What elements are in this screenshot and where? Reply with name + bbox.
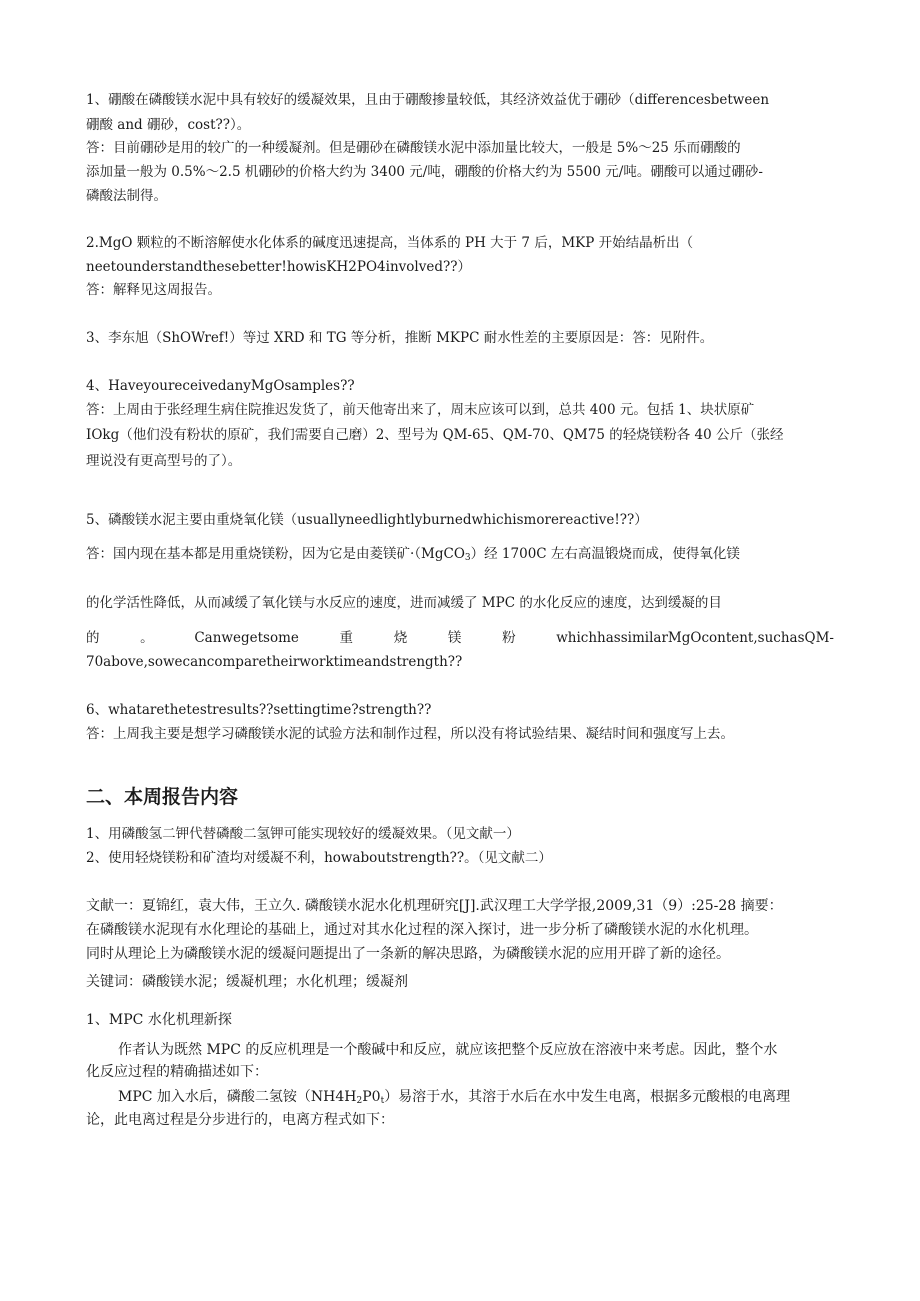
section-2-item-1: 1、用磷酸氢二钾代替磷酸二氢钾可能实现较好的缓凝效果。（见文献一） — [86, 826, 520, 842]
q2-answer: 答：解释见这周报告。 — [86, 282, 221, 298]
q1-line-2: 硼酸 and 硼砂，cost??）。 — [86, 117, 251, 133]
ref1-keywords: 关键词：磷酸镁水泥；缓凝机理；水化机理；缓凝剂 — [86, 974, 408, 990]
mpc-heading: 1、MPC 水化机理新探 — [86, 1012, 232, 1028]
q5-answer-line-2: 的化学活性降低，从而减缓了氧化镁与水反应的速度，进而减缓了 MPC 的水化反应的速度，达到缓凝的目 — [86, 595, 722, 611]
q5-line-1: 5、磷酸镁水泥主要由重烧氧化镁（usuallyneedlightlyburnedwhichismorereactive!??） — [86, 512, 648, 528]
ref1-line-1: 文献一：夏锦红，袁大伟，王立久. 磷酸镁水泥水化机理研究[J].武汉理工大学学报,2009,31（9）:25-28 摘要： — [86, 898, 783, 914]
q1-answer-line-2: 添加量一般为 0.5%～2.5 机硼砂的价格大约为 3400 元/吨，硼酸的价格大约为 5500 元/吨。硼酸可以通过硼砂- — [86, 164, 763, 180]
section-2-item-2: 2、使用轻烧镁粉和矿渣均对缓凝不利，howaboutstrength??。（见文献二） — [86, 850, 552, 866]
q4-answer-line-1: 答：上周由于张经理生病住院推迟发货了，前天他寄出来了，周末应该可以到，总共 400 元。包括 1、块状原矿 — [86, 402, 755, 418]
q5-answer-line-4: 70above,sowecancomparetheirworktimeandstrength?? — [86, 654, 463, 670]
q2-line-1: 2.MgO 颗粒的不断溶解使水化体系的碱度迅速提高，当体系的 PH 大于 7 后，MKP 开始结晶析出（ — [86, 235, 694, 251]
mpc-p2-line-1: MPC 加入水后，磷酸二氢铵$(NH4H_2P0_t)$易溶于水，其溶于水后在水中发生电离，根据多元酸根的电离理 — [118, 1089, 791, 1106]
q6-answer: 答：上周我主要是想学习磷酸镁水泥的试验方法和制作过程，所以没有将试验结果、凝结时间和强度写上去。 — [86, 726, 734, 742]
ref1-line-3: 同时从理论上为磷酸镁水泥的缓凝问题提出了一条新的解决思路，为磷酸镁水泥的应用开辟了新的途径。 — [86, 946, 730, 962]
q3-line-1: 3、李东旭（ShOWref!）等过 XRD 和 TG 等分析，推断 MKPC 耐水性差的主要原因是：答：见附件。 — [86, 330, 714, 346]
q1-line-1: 1、硼酸在磷酸镁水泥中具有较好的缓凝效果，且由于硼酸掺量较低，其经济效益优于硼砂（differencesbetween — [86, 92, 770, 108]
mpc-p1-line-1: 作者认为既然 MPC 的反应机理是一个酸碱中和反应，就应该把整个反应放在溶液中来考虑。因此，整个水 — [118, 1042, 778, 1058]
q4-answer-line-2: IOkg（他们没有粉状的原矿，我们需要自己磨）2、型号为 QM-65、QM-70、QM75 的轻烧镁粉各 40 公斤（张经 — [86, 427, 784, 443]
section-2-title: 二、本周报告内容 — [86, 786, 239, 808]
ref1-line-2: 在磷酸镁水泥现有水化理论的基础上，通过对其水化过程的深入探讨，进一步分析了磷酸镁水泥的水化机理。 — [86, 922, 758, 938]
q2-line-2: neetounderstandthesebetter!howisKH2PO4involved??） — [86, 259, 471, 275]
q1-answer-line-1: 答：目前硼砂是用的较广的一种缓凝剂。但是硼砂在磷酸镁水泥中添加量比较大，一般是 5%～25 乐而硼酸的 — [86, 140, 741, 156]
q1-answer-line-3: 磷酸法制得。 — [86, 188, 167, 204]
mpc-p2-line-2: 论，此电离过程是分步进行的，电离方程式如下： — [86, 1112, 394, 1128]
q4-answer-line-3: 理说没有更高型号的了）。 — [86, 453, 242, 469]
q6-line-1: 6、whatarethetestresults??settingtime?strength?? — [86, 702, 432, 718]
q4-line-1: 4、HaveyoureceivedanyMgOsamples?? — [86, 378, 355, 394]
q5-answer-line-1: 答：国内现在基本都是用重烧镁粉，因为它是由菱镁矿·（MgCO$_3$）经 1700C 左右高温锻烧而成，使得氧化镁 — [86, 546, 740, 563]
mpc-p1-line-2: 化反应过程的精确描述如下： — [86, 1064, 268, 1080]
q5-answer-line-3: 的 。 Canwegetsome 重 烧 镁 粉 whichhassimilarMgOcontent,suchasQM- — [86, 630, 834, 646]
